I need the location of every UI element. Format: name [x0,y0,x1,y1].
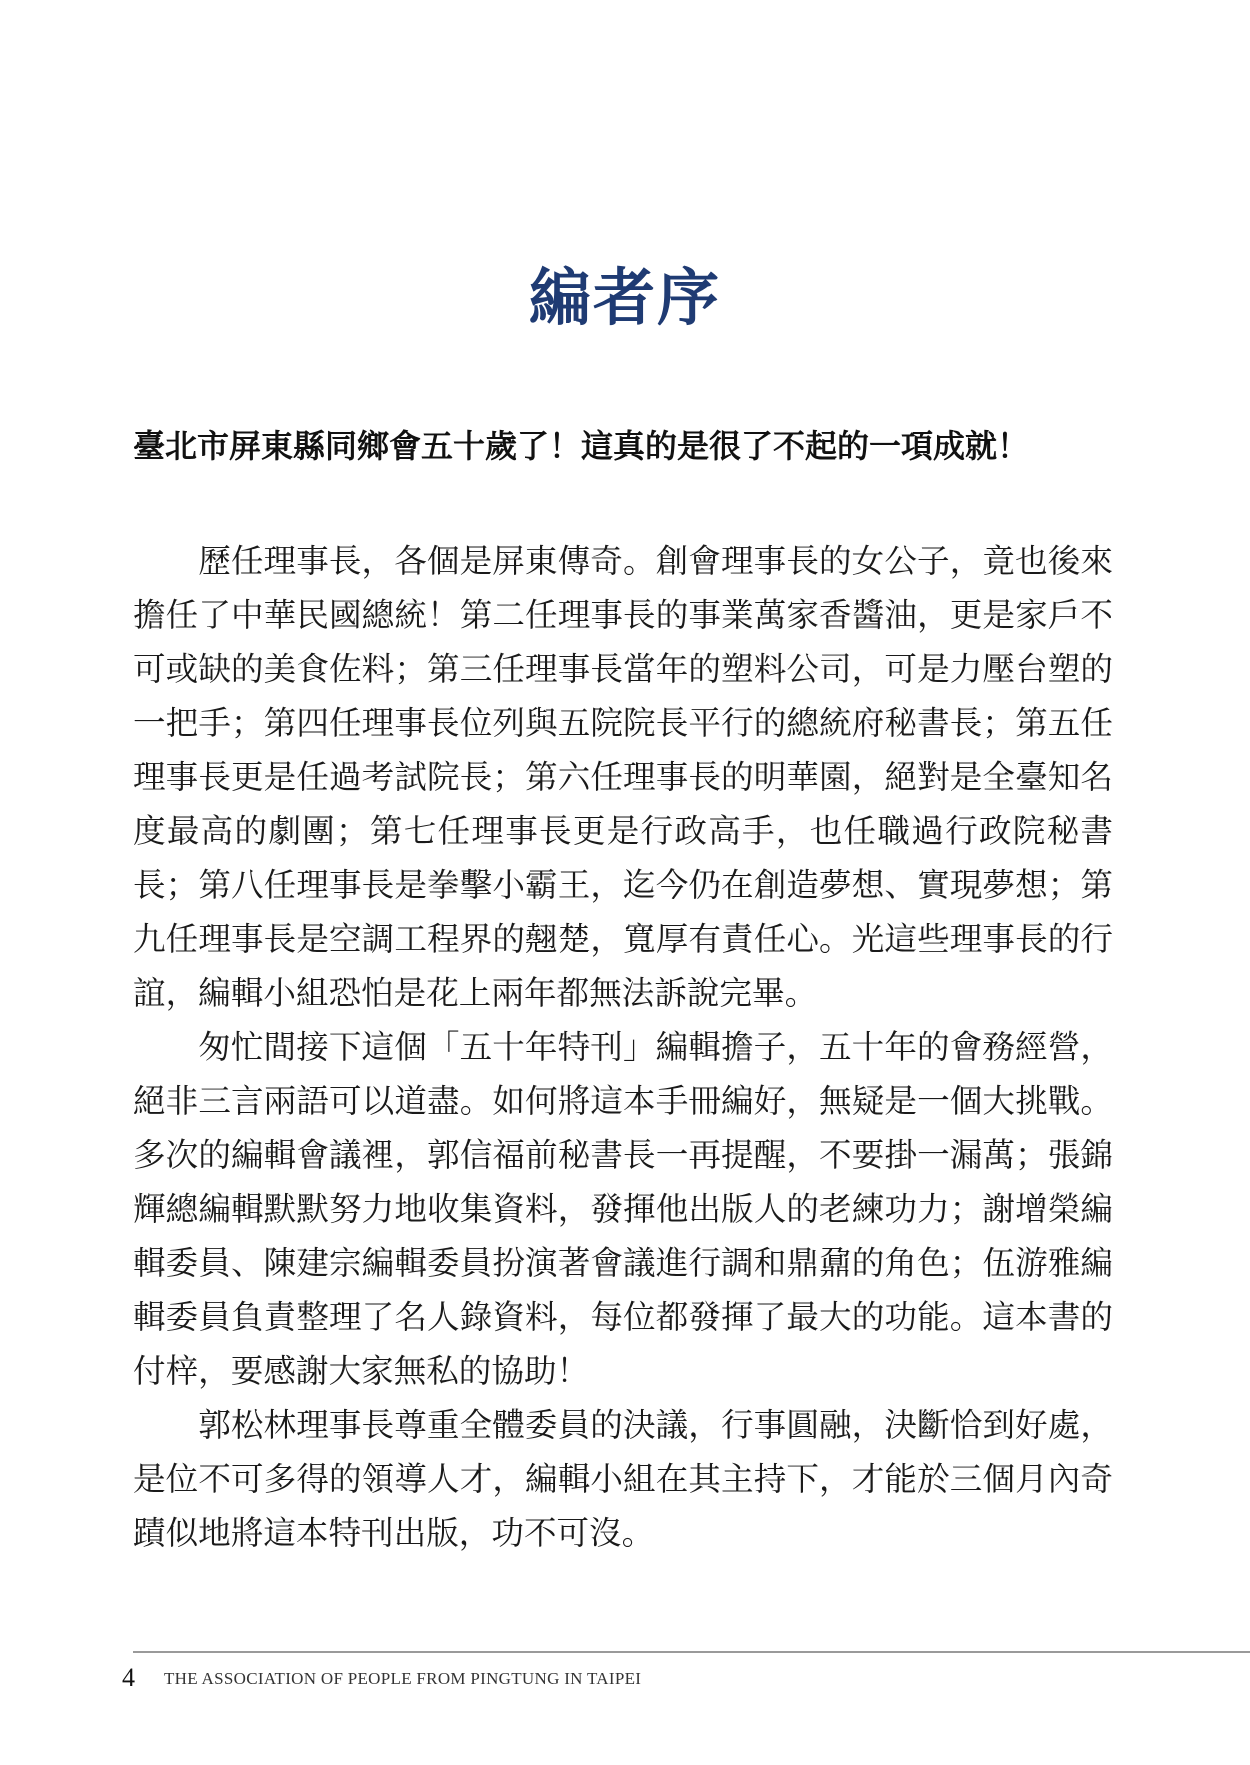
body-paragraph: 郭松林理事長尊重全體委員的決議，行事圓融，決斷恰到好處，是位不可多得的領導人才，編輯小組在其主持下，才能於三個月內奇蹟似地將這本特刊出版，功不可沒。 [133,1406,1113,1552]
body-paragraph: 歷任理事長，各個是屏東傳奇。創會理事長的女公子，竟也後來擔任了中華民國總統！第二任理事長的事業萬家香醬油，更是家戶不可或缺的美食佐料；第三任理事長當年的塑料公司，可是力壓台塑的一把手；第四任理事長位列與五院院長平行的總統府秘書長；第五任理事長更是任過考試院長；第六任理事長的明華園，絕對是全臺知名度最高的劇團；第七任理事長更是行政高手，也任職過行政院秘書長；第八任理事長是拳擊小霸王，迄今仍在創造夢想、實現夢想；第九任理事長是空調工程界的翹楚，寬厚有責任心。光這些理事長的行誼，編輯小組恐怕是花上兩年都無法訴說完畢。 [133,542,1113,1012]
running-footer-title: THE ASSOCIATION OF PEOPLE FROM PINGTUNG IN TAIPEI [164,1669,642,1688]
page-title: 編者序 [528,261,721,334]
body-paragraph: 匆忙間接下這個「五十年特刊」編輯擔子，五十年的會務經營，絕非三言兩語可以道盡。如何將這本手冊編好，無疑是一個大挑戰。多次的編輯會議裡，郭信福前秘書長一再提醒，不要掛一漏萬；張錦輝總編輯默默努力地收集資料，發揮他出版人的老練功力；謝增榮編輯委員、陳建宗編輯委員扮演著會議進行調和鼎鼐的角色；伍游雅編輯委員負責整理了名人錄資料，每位都發揮了最大的功能。這本書的付梓，要感謝大家無私的協助！ [133,1028,1113,1390]
footer-divider [133,1651,1250,1653]
page-number: 4 [122,1663,135,1692]
body-text [133,534,1113,1560]
lead-sentence: 臺北市屏東縣同鄉會五十歲了！這真的是很了不起的一項成就！ [133,427,1030,465]
